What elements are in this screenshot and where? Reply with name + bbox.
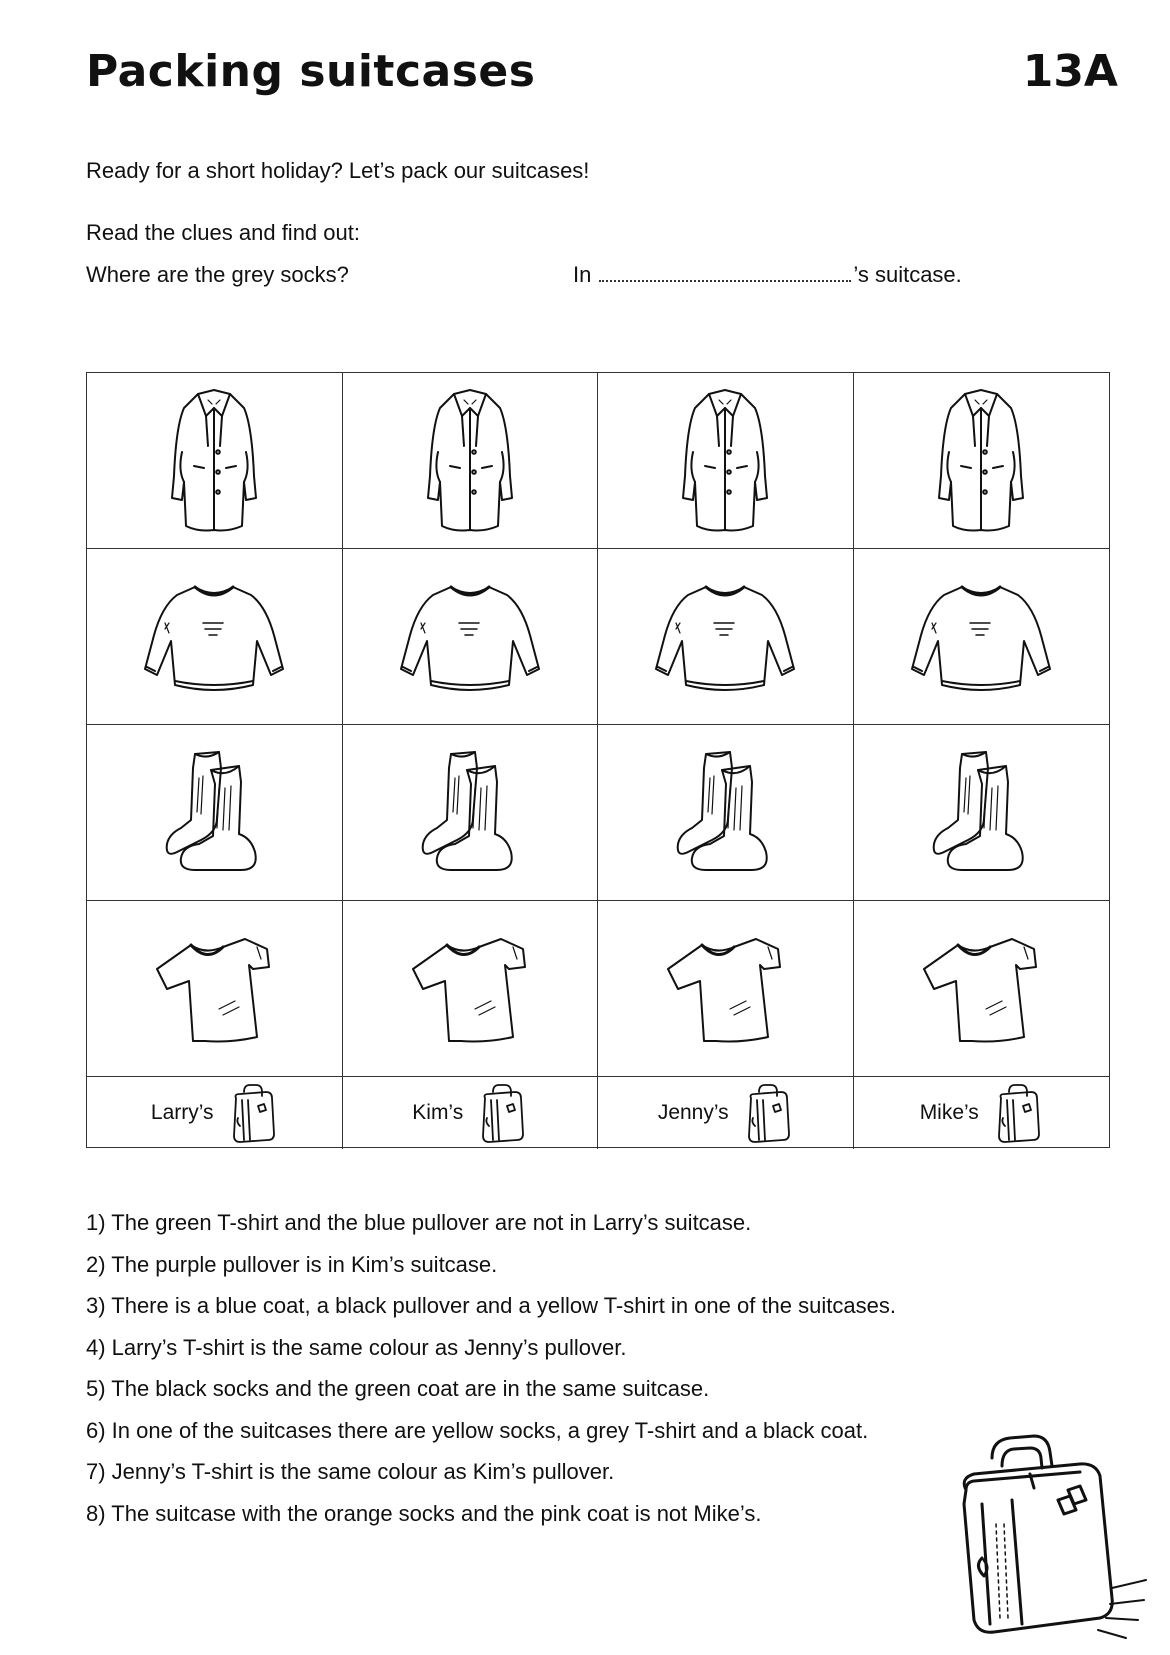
clue-item: 2) The purple pullover is in Kim’s suitcase. xyxy=(86,1251,498,1277)
clue-item: 6) In one of the suitcases there are yellow socks, a grey T-shirt and a black coat. xyxy=(86,1417,869,1443)
grid-cell xyxy=(598,549,854,725)
tshirt-icon xyxy=(149,929,279,1049)
clue-item: 8) The suitcase with the orange socks and the pink coat is not Mike’s. xyxy=(86,1500,762,1526)
socks-icon xyxy=(415,748,525,878)
suitcase-icon xyxy=(741,1082,793,1144)
suitcase-icon xyxy=(475,1082,527,1144)
socks-icon xyxy=(670,748,780,878)
clue-item: 1) The green T-shirt and the blue pullover are not in Larry’s suitcase. xyxy=(86,1210,752,1235)
suitcase-icon xyxy=(991,1082,1043,1144)
grid-cell xyxy=(854,901,1110,1077)
owner-cell xyxy=(854,1077,1110,1149)
instruction-text: Read the clues and find out: xyxy=(86,220,360,245)
tshirt-icon xyxy=(660,929,790,1049)
coat-icon xyxy=(935,386,1027,536)
suitcase-icon xyxy=(226,1082,278,1144)
grid-cell xyxy=(343,549,599,725)
clues-list xyxy=(86,1202,896,1534)
grid-cell xyxy=(87,725,343,901)
suitcase-icon xyxy=(475,1082,527,1144)
owner-cell xyxy=(598,1077,854,1149)
grid-cell xyxy=(343,373,599,549)
clue-item: 4) Larry’s T-shirt is the same colour as Jenny’s pullover. xyxy=(86,1334,627,1360)
grid-cell xyxy=(854,725,1110,901)
grid-cell xyxy=(87,373,343,549)
owner-label: Jenny’s xyxy=(657,1101,729,1124)
clue-item: 5) The black socks and the green coat are in the same suitcase. xyxy=(86,1376,710,1401)
suitcase-icon xyxy=(741,1082,793,1144)
pullover-icon xyxy=(650,577,800,697)
clue-item: 3) There is a blue coat, a black pullover and a yellow T-shirt in one of the suitcases. xyxy=(86,1293,896,1318)
grid-cell xyxy=(87,901,343,1077)
page-title: Packing suitcases xyxy=(86,46,536,97)
clothing-grid xyxy=(86,372,1110,1148)
grid-cell xyxy=(854,373,1110,549)
coat-icon xyxy=(424,386,516,536)
suitcase-icon xyxy=(930,1428,1150,1653)
coat-icon xyxy=(168,386,260,536)
intro-text: Ready for a short holiday? Let’s pack our suitcases! xyxy=(86,158,590,183)
socks-icon xyxy=(159,748,269,878)
owner-cell xyxy=(87,1077,343,1149)
grid-cell xyxy=(854,549,1110,725)
grid-cell xyxy=(598,901,854,1077)
pullover-icon xyxy=(395,577,545,697)
clue-item: 7) Jenny’s T-shirt is the same colour as Kim’s pullover. xyxy=(86,1459,615,1484)
answer-line xyxy=(573,262,962,288)
answer-prefix: In xyxy=(573,262,592,287)
suitcase-illustration xyxy=(930,1428,1150,1655)
grid-cell xyxy=(598,373,854,549)
pullover-icon xyxy=(139,577,289,697)
tshirt-icon xyxy=(916,929,1046,1049)
grid-cell xyxy=(598,725,854,901)
answer-suffix: ’s suitcase. xyxy=(853,262,962,287)
coat-icon xyxy=(679,386,771,536)
owner-label: Mike’s xyxy=(919,1101,979,1124)
pullover-icon xyxy=(906,577,1056,697)
answer-blank[interactable] xyxy=(599,262,851,282)
suitcase-icon xyxy=(991,1082,1043,1144)
question-text: Where are the grey socks? xyxy=(86,262,349,287)
socks-icon xyxy=(926,748,1036,878)
grid-cell xyxy=(343,901,599,1077)
owner-label: Larry’s xyxy=(150,1101,214,1124)
grid-cell xyxy=(343,725,599,901)
tshirt-icon xyxy=(405,929,535,1049)
owner-label: Kim’s xyxy=(412,1101,464,1124)
grid-cell xyxy=(87,549,343,725)
worksheet-code: 13A xyxy=(1022,46,1118,97)
owner-cell xyxy=(343,1077,599,1149)
suitcase-icon xyxy=(226,1082,278,1144)
